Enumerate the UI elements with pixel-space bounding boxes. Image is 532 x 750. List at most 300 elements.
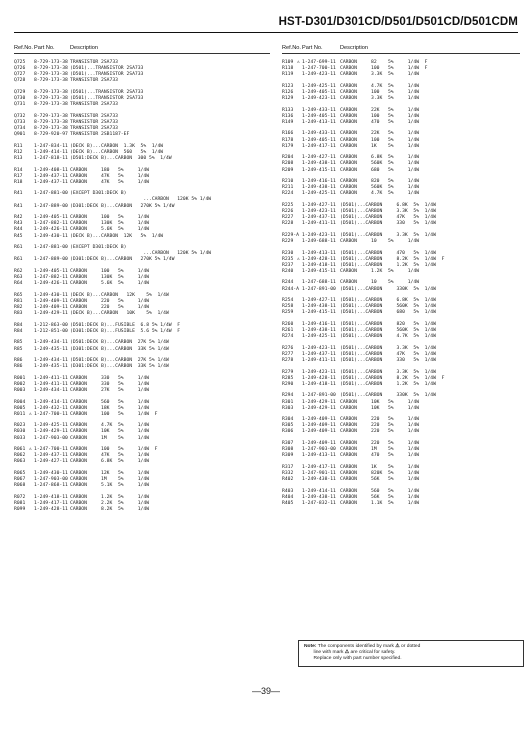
warning-mark-icon: ⚠ <box>29 411 32 417</box>
part-number: 1-247-903-00 <box>34 477 68 483</box>
description: (D301:DECK B)...CARBON 270K 5% 1/4W <box>70 203 175 209</box>
ref-number: Q725 <box>14 60 26 65</box>
part-number: 1-249-437-11 <box>302 215 336 221</box>
page-title: HST-D301/D301CD/D501/D501CD/D501CDM <box>278 16 518 28</box>
part-number: 1-249-428-11 <box>302 375 336 381</box>
ref-number: R224 <box>282 191 294 197</box>
part-row <box>14 329 270 335</box>
part-number: 1-249-432-11 <box>34 405 68 411</box>
description: CARBON 22K 5% 1/4W <box>340 131 420 137</box>
part-number: 1-249-688-11 <box>302 238 336 244</box>
part-number: 1-247-889-00 <box>34 203 68 209</box>
part-row <box>14 459 270 465</box>
part-number: 1-249-405-11 <box>302 89 336 95</box>
part-row <box>282 358 520 364</box>
part-row <box>14 102 270 108</box>
part-row <box>282 120 520 126</box>
description: CARBON 220 5% 1/4W <box>340 429 420 435</box>
description: (D501)...CARBON 330K 5% 1/4W <box>340 393 436 399</box>
ref-number: R244 <box>282 280 294 286</box>
part-number: 1-249-438-11 <box>302 477 336 483</box>
part-group <box>14 447 270 465</box>
part-number: 1-249-435-11 <box>34 364 68 370</box>
part-row <box>14 436 270 442</box>
description: CARBON 180 5% 1/4W <box>70 167 150 173</box>
part-number: 1-247-700-11 <box>302 66 336 72</box>
description: CARBON 220 5% 1/4W <box>340 441 420 446</box>
ref-number: R405 <box>282 500 294 506</box>
ref-number: R276 <box>282 345 294 351</box>
description: (D501)...CARBON 3.3K 5% 1/4W <box>340 232 436 238</box>
description: CARBON 560K 5% 1/4W <box>340 185 420 191</box>
description: (DECK B)...CARBON 12K 5% 1/4W <box>70 292 169 298</box>
ref-number: R133 <box>282 107 294 113</box>
ref-number: R306 <box>282 429 294 435</box>
part-number: 1-249-417-11 <box>302 143 336 149</box>
ref-number: R278 <box>282 358 294 364</box>
description: CARBON 100 5% 1/4W <box>70 215 150 221</box>
part-number: 1-212-863-00 <box>34 322 68 328</box>
ref-number: R13 <box>14 156 23 161</box>
description: (EXCEPT D301:DECK B) <box>70 191 127 197</box>
part-group <box>14 471 270 489</box>
ref-number: R63 <box>14 275 23 281</box>
ref-number: R11 <box>14 143 23 149</box>
part-group <box>14 114 270 139</box>
description: CARBON 3.3K 5% 1/4W <box>340 72 420 78</box>
part-number: 1-247-891-00 <box>302 393 336 399</box>
column-header <box>282 44 520 52</box>
part-group <box>282 370 520 388</box>
ref-number: R123 <box>282 83 294 89</box>
ref-number: R254 <box>282 298 294 304</box>
part-number: 1-249-415-11 <box>302 268 336 274</box>
description: (DECK B)...CARBON 560 5% 1/4W <box>70 149 164 155</box>
part-number: 1-247-881-00 <box>34 245 68 251</box>
part-number: 1-247-699-11 ⚠ <box>297 60 336 65</box>
part-number: 8-729-173-38 <box>34 89 68 95</box>
ref-number: R402 <box>282 477 294 483</box>
part-number: 1-249-423-11 <box>302 96 336 102</box>
part-number: 1-249-437-11 <box>34 453 68 459</box>
ref-number: R277 <box>282 351 294 357</box>
ref-number: R149 <box>282 119 294 125</box>
ref-number: R301 <box>282 399 294 405</box>
part-number: 1-249-411-11 <box>34 375 68 381</box>
ref-number: R011 <box>14 411 26 417</box>
part-number: 8-729-173-38 <box>34 78 68 84</box>
description: CARBON 27K 5% 1/4W <box>70 387 150 393</box>
ref-number: R259 <box>282 310 294 316</box>
ref-number: R85 <box>14 346 23 352</box>
description: CARBON 10K 5% 1/4W <box>70 429 150 435</box>
part-number: 1-249-429-11 <box>302 399 336 405</box>
ref-number: R208 <box>282 161 294 167</box>
part-group <box>282 346 520 364</box>
ref-number: R099 <box>14 507 26 513</box>
description: CARBON 6.8K 5% 1/4W <box>70 459 150 465</box>
part-group <box>282 489 520 507</box>
title-rule <box>14 32 518 33</box>
part-group <box>14 245 270 263</box>
part-group <box>282 298 520 316</box>
description: CARBON 820K 5% 1/4W <box>340 470 420 476</box>
note-text-2: line with mark <box>313 650 344 656</box>
part-number: 1-247-700-11 ⚠ <box>29 411 68 417</box>
parts-list-right <box>282 60 520 507</box>
ref-number: Q732 <box>14 113 26 119</box>
part-number: 1-249-415-11 <box>302 167 336 173</box>
description: (D501)...TRANSISTOR 2SA733 <box>70 89 144 95</box>
part-number: 1-249-438-11 <box>302 185 336 191</box>
part-group <box>282 280 520 292</box>
ref-number: R001 <box>14 375 26 381</box>
part-number: 1-249-414-11 <box>34 149 68 155</box>
ref-number: R065 <box>14 470 26 476</box>
part-number: 1-249-423-11 <box>302 369 336 375</box>
part-group <box>14 400 270 418</box>
part-group <box>14 191 270 209</box>
description: CARBON 1K 5% 1/4W <box>340 464 420 470</box>
column-header <box>14 44 270 52</box>
description: (D501)...TRANSISTOR 2SA733 <box>70 72 144 78</box>
description: CARBON 5.1K 5% 1/4W <box>70 483 150 489</box>
description: CARBON 220 5% 1/4W <box>340 417 420 423</box>
parts-list-left <box>14 60 270 513</box>
part-number: 1-247-700-11 ⚠ <box>29 447 68 453</box>
part-group <box>14 168 270 186</box>
part-group <box>14 90 270 108</box>
ref-number: R126 <box>282 89 294 95</box>
description: (D501)...CARBON 820 5% 1/4W <box>340 321 436 327</box>
description: CARBON 22K 5% 1/4W <box>340 107 420 113</box>
description: (D301:DECK B)...FUSIBLE 5.6 5% 1/4W F <box>70 328 181 334</box>
description: CARBON 47K 5% 1/4W <box>70 453 150 459</box>
description: CARBON 1K 5% 1/4W <box>340 143 420 149</box>
header-ref: Ref.No. <box>282 45 301 51</box>
part-group <box>282 60 520 78</box>
ref-number: Q728 <box>14 78 26 84</box>
part-group <box>14 423 270 441</box>
description: ...CARBON 120K 5% 1/4W <box>70 197 212 203</box>
part-row <box>282 221 520 227</box>
description: CARBON 8.2K 5% 1/4W <box>70 507 150 513</box>
part-number: 1-247-868-11 <box>34 483 68 489</box>
description: (D501:DECK B)...CARBON 27K 5% 1/4W <box>70 358 169 364</box>
part-number: 1-249-415-11 <box>302 310 336 316</box>
ref-number: R204 <box>282 155 294 161</box>
description: (D501)...TRANSISTOR 2SA733 <box>70 96 144 102</box>
part-number: 1-249-438-11 <box>302 494 336 500</box>
warning-mark-icon: ⚠ <box>29 447 32 453</box>
part-row <box>14 311 270 317</box>
header-ref: Ref.No. <box>14 45 33 51</box>
ref-number: R061 <box>14 447 26 453</box>
description: CARBON 10K 5% 1/4W <box>340 405 420 411</box>
note-text-1: The components identified by mark <box>317 644 394 649</box>
description: CARBON 47K 5% 1/4W <box>70 173 150 179</box>
ref-number: R12 <box>14 149 23 155</box>
description: (D501)...CARBON 330K 5% 1/4W <box>340 286 436 292</box>
part-row <box>14 156 270 162</box>
ref-number: R274 <box>282 334 294 340</box>
description: CARBON 330 5% 1/4W <box>70 381 150 387</box>
part-row <box>282 453 520 459</box>
ref-number: R230 <box>282 250 294 256</box>
description: TRANSISTOR 2SA733 <box>70 119 118 125</box>
description: CARBON 100 5% 1/4W F <box>70 411 158 417</box>
description: (D501)...CARBON 330 5% 1/4W <box>340 358 436 364</box>
description: (D501)...CARBON 1.2K 5% 1/4W <box>340 381 436 387</box>
part-number: 1-249-418-11 <box>302 262 336 268</box>
part-group <box>282 417 520 435</box>
description: (D501:DECK B)...CARBON 300 5% 1/4W <box>70 156 172 161</box>
part-number: 1-249-425-11 <box>302 334 336 340</box>
ref-number: R84 <box>14 322 23 328</box>
part-row <box>14 507 270 513</box>
parts-column-left <box>14 44 270 519</box>
part-number: 1-249-427-11 <box>302 202 336 208</box>
part-group <box>282 84 520 102</box>
header-desc: Description <box>70 45 98 51</box>
ref-number: R317 <box>282 464 294 470</box>
part-number: 1-249-427-11 <box>302 298 336 304</box>
part-number: 1-249-433-11 <box>302 107 336 113</box>
ref-number: R228 <box>282 221 294 227</box>
ref-number: Q727 <box>14 72 26 78</box>
ref-number: R030 <box>14 429 26 435</box>
part-number: 1-249-428-11 <box>34 507 68 513</box>
description: (D501)...CARBON 680 5% 1/4W <box>340 310 436 316</box>
part-number: 1-247-889-00 <box>34 257 68 263</box>
description: CARBON 1M 5% 1/4W <box>70 435 150 441</box>
description: CARBON 100 5% 1/4W F <box>70 447 158 453</box>
description: CARBON 100 5% 1/4W <box>70 268 150 274</box>
description: (D501)...CARBON 3.3K 5% 1/4W <box>340 369 436 375</box>
ref-number: R109 <box>282 60 294 65</box>
ref-number: Q730 <box>14 96 26 102</box>
part-number: 1-247-832-11 <box>302 500 336 506</box>
ref-number: R294 <box>282 393 294 399</box>
warning-mark-icon: ⚠ <box>297 60 300 65</box>
part-number: 1-249-426-11 <box>34 281 68 287</box>
ref-number: Q734 <box>14 126 26 132</box>
header-rule <box>282 53 520 54</box>
part-row <box>282 406 520 412</box>
part-number: 1-249-411-11 <box>302 221 336 227</box>
description: (D501)...CARBON 47K 5% 1/4W <box>340 351 436 357</box>
ref-number: R14 <box>14 167 23 173</box>
part-number: 8-729-173-38 <box>34 126 68 132</box>
part-number: 8-729-173-38 <box>34 119 68 125</box>
part-group <box>14 269 270 287</box>
description: (D501)...CARBON 8.2K 5% 1/4W F <box>340 256 445 262</box>
part-group <box>282 203 520 228</box>
ref-number: R119 <box>282 72 294 78</box>
part-number: 1-249-438-11 <box>302 328 336 334</box>
description: CARBON 1M 5% 1/4W <box>340 447 420 453</box>
description: (D501)...TRANSISTOR 2SA733 <box>70 66 144 72</box>
part-number: 1-247-834-11 <box>34 143 68 149</box>
part-number: 1-249-418-11 <box>302 381 336 387</box>
description: CARBON 1M 5% 1/4W <box>70 477 150 483</box>
description: (D501)...CARBON 47K 5% 1/4W <box>340 215 436 221</box>
ref-number: R64 <box>14 281 23 287</box>
ref-number: Q901 <box>14 132 26 138</box>
header-rule <box>14 53 270 54</box>
ref-number: Q733 <box>14 119 26 125</box>
part-number: 1-249-417-11 <box>34 500 68 506</box>
part-number: 8-729-173-38 <box>34 102 68 108</box>
ref-number: R85 <box>14 340 23 346</box>
description: CARBON 220 5% 1/4W <box>70 305 150 311</box>
ref-number: R44 <box>14 227 23 233</box>
part-row <box>282 96 520 102</box>
part-row <box>14 257 270 263</box>
part-group <box>14 358 270 370</box>
ref-number: R303 <box>282 405 294 411</box>
part-group <box>282 155 520 173</box>
part-number: 1-247-891-00 <box>302 286 336 292</box>
description: CARBON 680 5% 1/4W <box>340 167 420 173</box>
part-number: 8-729-173-38 <box>34 66 68 72</box>
description: CARBON 10K 5% 1/4W <box>340 399 420 405</box>
ref-number: R179 <box>282 143 294 149</box>
part-number: 1-249-409-11 <box>302 429 336 435</box>
ref-number: R211 <box>282 185 294 191</box>
part-number: 1-249-429-11 <box>34 429 68 435</box>
description: CARBON 82 5% 1/4W F <box>340 60 428 65</box>
part-row <box>14 234 270 240</box>
part-number: 1-247-901-11 <box>302 470 336 476</box>
ref-number: R023 <box>14 423 26 429</box>
description: CARBON 820 5% 1/4W <box>340 179 420 185</box>
description: (D301:DECK B)...CARBON 33K 5% 1/4W <box>70 346 169 352</box>
part-group <box>14 323 270 335</box>
part-number: 1-249-416-11 <box>302 179 336 185</box>
ref-number: R225 <box>282 202 294 208</box>
ref-number: R260 <box>282 321 294 327</box>
description: CARBON 560K 5% 1/4W <box>340 161 420 167</box>
description: CARBON 130K 5% 1/4W <box>70 275 150 281</box>
description: (D501)...CARBON 6.8K 5% 1/4W <box>340 298 436 304</box>
part-row <box>282 168 520 174</box>
part-row <box>282 334 520 340</box>
ref-number: R41 <box>14 203 23 209</box>
ref-number: R304 <box>282 417 294 423</box>
warning-mark-icon: ⚠ <box>297 256 300 262</box>
description: CARBON 4.7K 5% 1/4W <box>340 191 420 197</box>
part-row <box>282 382 520 388</box>
description: CARBON 1.2K 5% 1/4W <box>340 268 420 274</box>
part-number: 1-249-417-11 <box>302 464 336 470</box>
ref-number: R84 <box>14 328 23 334</box>
part-number: 1-249-429-11 <box>34 311 68 317</box>
part-number: 1-249-413-11 <box>302 250 336 256</box>
part-number: 1-247-903-00 <box>302 447 336 453</box>
ref-number: R136 <box>282 113 294 119</box>
part-number: 1-249-418-11 <box>34 494 68 500</box>
ref-number: R062 <box>14 453 26 459</box>
ref-number: R261 <box>282 328 294 334</box>
description: CARBON 1.2K 5% 1/4W <box>70 494 150 500</box>
part-number: 8-729-173-38 <box>34 60 68 65</box>
description: CARBON 470 5% 1/4W <box>340 453 420 459</box>
part-number: 1-249-426-11 <box>34 227 68 233</box>
part-group <box>282 322 520 340</box>
header-part: Part No. <box>34 45 55 51</box>
ref-number: Q726 <box>14 66 26 72</box>
part-row <box>14 483 270 489</box>
part-number: 8-729-173-38 <box>34 96 68 102</box>
description: (DECK B)...CARBON 12K 5% 1/4W <box>70 233 164 239</box>
part-number: 1-249-409-11 <box>302 423 336 429</box>
part-number: 1-249-405-11 <box>34 268 68 274</box>
part-number: 1-249-414-11 <box>34 399 68 405</box>
ref-number: R129 <box>282 96 294 102</box>
part-number: 1-249-411-11 <box>34 381 68 387</box>
ref-number: R244-A <box>282 286 299 292</box>
part-number: 1-247-882-11 <box>34 275 68 281</box>
ref-number: R332 <box>282 470 294 476</box>
ref-number: R86 <box>14 358 23 364</box>
ref-number: R290 <box>282 381 294 387</box>
part-group <box>14 144 270 162</box>
part-group <box>282 179 520 197</box>
description: (D301:DECK B)...CARBON 33K 5% 1/4W <box>70 364 169 370</box>
description: (D501)...CARBON 560K 5% 1/4W <box>340 328 436 334</box>
note-label: Note: <box>304 644 317 649</box>
part-number: 1-249-434-11 <box>34 340 68 346</box>
part-row <box>282 72 520 78</box>
part-row <box>282 144 520 150</box>
part-number: 1-249-423-11 <box>302 345 336 351</box>
part-number: 1-249-438-11 <box>302 161 336 167</box>
description: TRANSISTOR 2SA733 <box>70 60 118 65</box>
description: CARBON 56K 5% 1/4W <box>340 477 420 483</box>
ref-number: R61 <box>14 257 23 263</box>
part-row <box>282 477 520 483</box>
ref-number: R063 <box>14 459 26 465</box>
ref-number: R118 <box>282 66 294 72</box>
part-number: 1-249-437-11 <box>34 173 68 179</box>
ref-number: R227 <box>282 215 294 221</box>
part-row <box>14 347 270 353</box>
part-number: 1-249-425-11 <box>34 423 68 429</box>
ref-number: R307 <box>282 441 294 446</box>
ref-number: R226 <box>282 209 294 215</box>
parts-column-right <box>282 44 520 512</box>
description: CARBON 220 5% 1/4W <box>340 423 420 429</box>
description: TRANSISTOR 2SB1187-EF <box>70 132 130 138</box>
ref-number: R210 <box>282 179 294 185</box>
part-number: 1-249-405-11 <box>34 215 68 221</box>
ref-number: R62 <box>14 268 23 274</box>
description: CARBON 4.7K 5% 1/4W <box>70 423 150 429</box>
ref-number: R404 <box>282 494 294 500</box>
description: CARBON 2.2K 5% 1/4W <box>70 500 150 506</box>
description: CARBON 12K 5% 1/4W <box>70 470 150 476</box>
part-number: 1-249-405-11 <box>302 113 336 119</box>
part-row <box>14 281 270 287</box>
description: CARBON 560 5% 1/4W <box>70 399 150 405</box>
part-number: 1-249-429-11 <box>302 405 336 411</box>
part-group <box>282 233 520 245</box>
ref-number: R82 <box>14 305 23 311</box>
part-number: 1-249-423-11 <box>302 72 336 78</box>
ref-number: R309 <box>282 453 294 459</box>
part-group <box>14 215 270 240</box>
